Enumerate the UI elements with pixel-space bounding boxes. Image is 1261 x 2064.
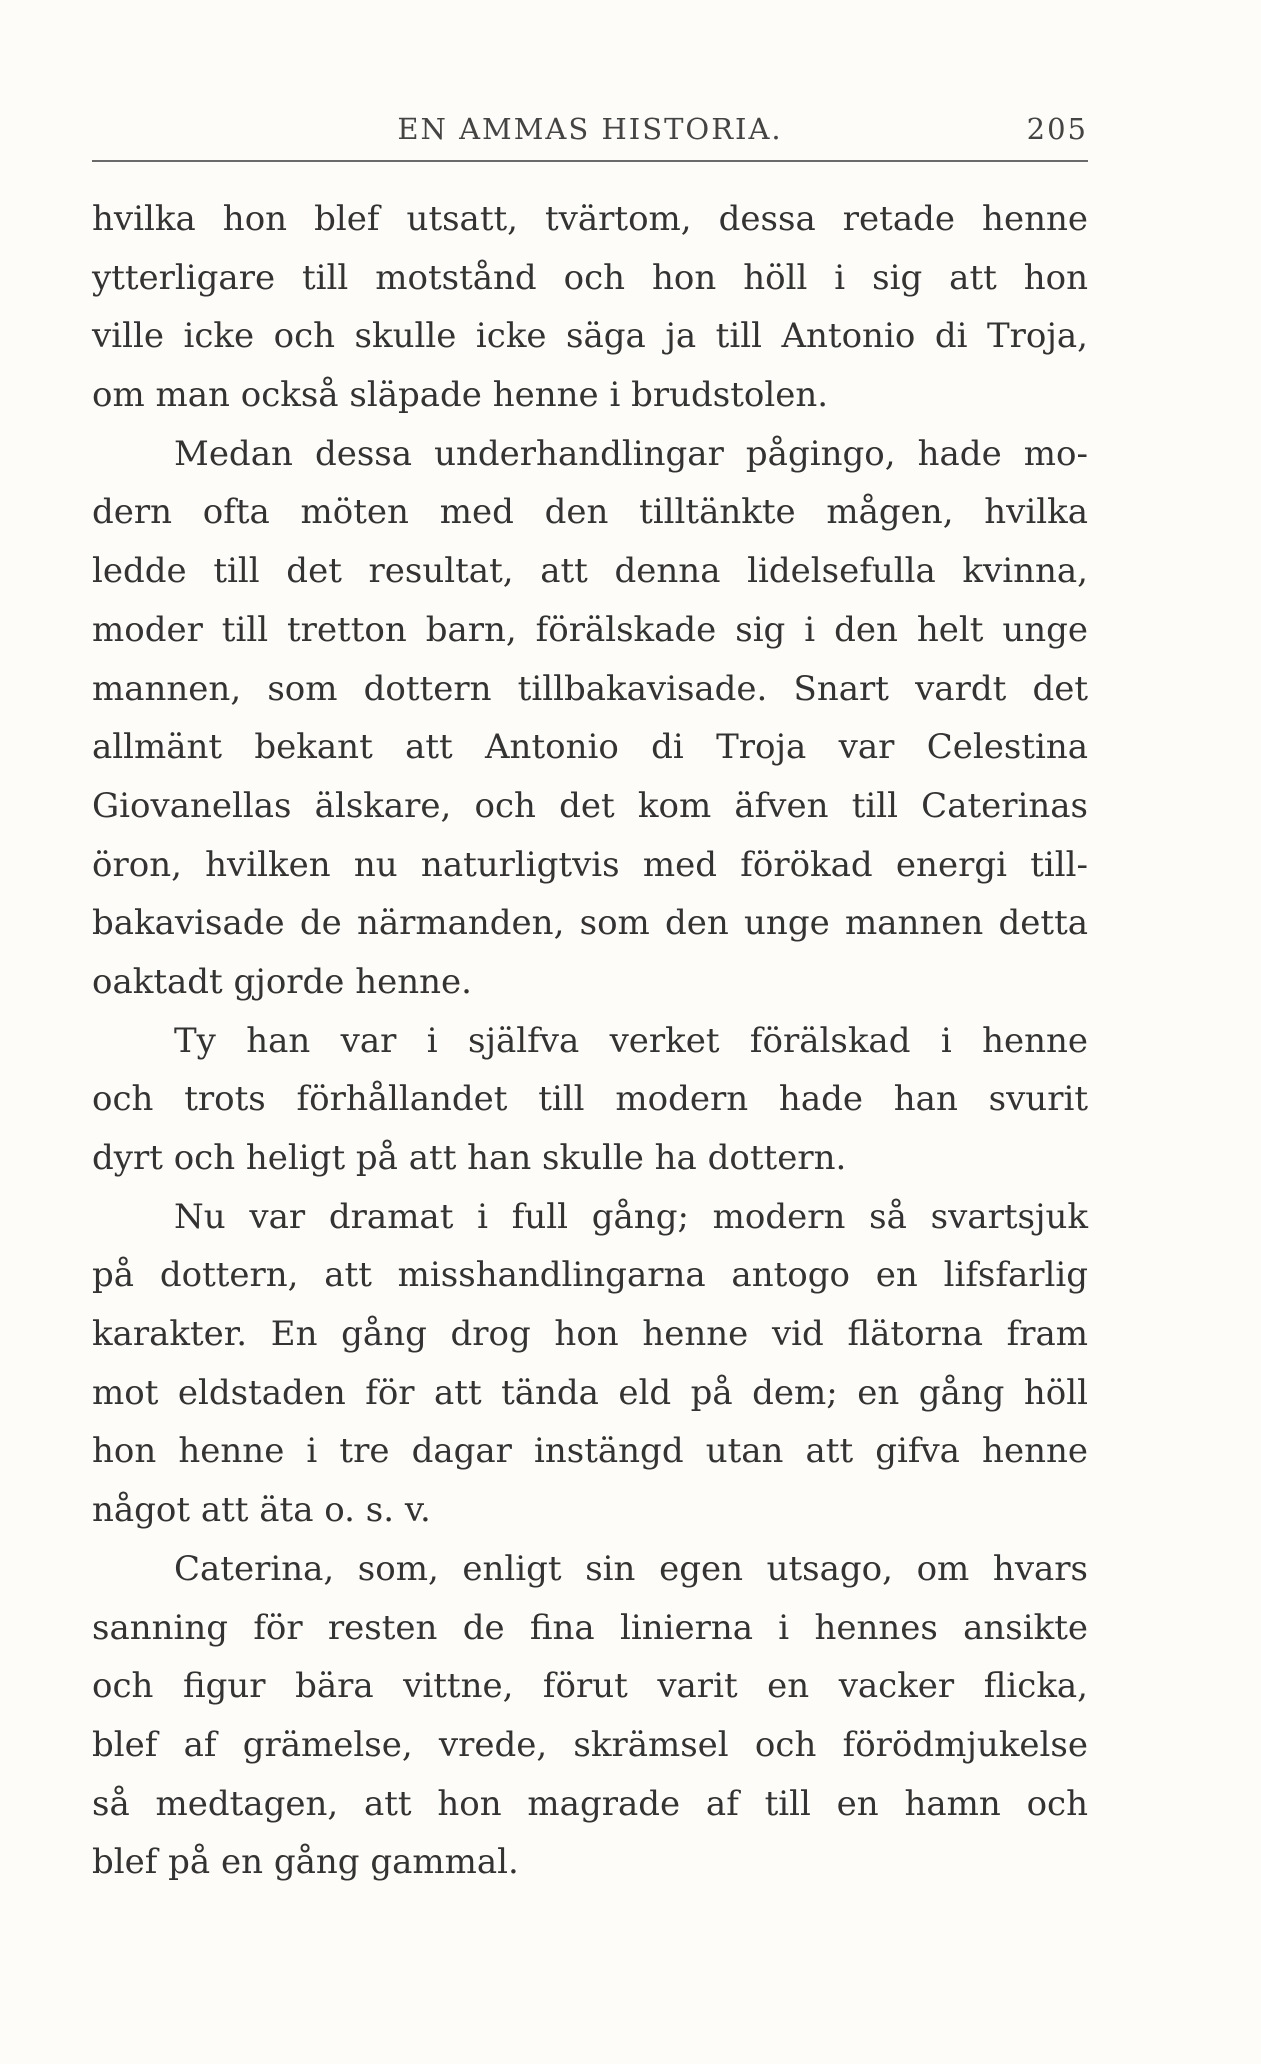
body-text xyxy=(92,190,1088,1892)
text-line: mannen, som dottern tillbakavisade. Snart vardt det xyxy=(92,668,1088,709)
text-line: Medan dessa underhandlingar pågingo, hade mo- xyxy=(174,433,1088,474)
text-line: moder till tretton barn, förälskade sig i den helt unge xyxy=(92,609,1088,650)
text-line: bakavisade de närmanden, som den unge mannen detta xyxy=(92,903,1088,944)
text-line: och figur bära vittne, förut varit en vacker flicka, xyxy=(92,1666,1088,1707)
page-number: 205 xyxy=(1026,112,1088,146)
text-line: på dottern, att misshandlingarna antogo en lifsfarlig xyxy=(92,1255,1088,1296)
text-line: ytterligare till motstånd och hon höll i sig att hon xyxy=(92,257,1088,298)
text-line: öron, hvilken nu naturligtvis med förökad energi till- xyxy=(92,844,1088,885)
text-line: Ty han var i själfva verket förälskad i henne xyxy=(174,1020,1088,1061)
text-line: Nu var dramat i full gång; modern så svartsjuk xyxy=(174,1196,1088,1237)
text-line: karakter. En gång drog hon henne vid flätorna fram xyxy=(92,1314,1088,1355)
text-line: ville icke och skulle icke säga ja till Antonio di Troja, xyxy=(92,316,1088,357)
text-line: dyrt och heligt på att han skulle ha dottern. xyxy=(92,1138,847,1178)
text-line: oaktadt gjorde henne. xyxy=(92,961,472,1002)
text-line: sanning för resten de fina linierna i hennes ansikte xyxy=(92,1607,1088,1648)
header-rule xyxy=(92,160,1088,162)
text-line: dern ofta möten med den tilltänkte mågen, hvilka xyxy=(92,492,1088,533)
text-line: blef på en gång gammal. xyxy=(92,1842,519,1883)
text-line: blef af grämelse, vrede, skrämsel och förödmjukelse xyxy=(92,1724,1088,1765)
text-line: Caterina, som, enligt sin egen utsago, om hvars xyxy=(174,1548,1088,1589)
text-line: allmänt bekant att Antonio di Troja var Celestina xyxy=(92,727,1088,768)
text-line: Giovanellas älskare, och det kom äfven till Caterinas xyxy=(92,785,1088,826)
text-line: om man också släpade henne i brudstolen. xyxy=(92,375,829,416)
running-title: EN AMMAS HISTORIA. xyxy=(397,112,783,146)
text-line: ledde till det resultat, att denna lidelsefulla kvinna, xyxy=(92,551,1088,592)
text-line: och trots förhållandet till modern hade han svurit xyxy=(92,1079,1088,1120)
page-header xyxy=(92,112,1088,156)
text-line: så medtagen, att hon magrade af till en hamn och xyxy=(92,1783,1088,1824)
text-line: något att äta o. s. v. xyxy=(92,1490,431,1531)
text-line: hvilka hon blef utsatt, tvärtom, dessa retade henne xyxy=(92,199,1088,239)
text-line: hon henne i tre dagar instängd utan att gifva henne xyxy=(92,1431,1088,1472)
text-line: mot eldstaden för att tända eld på dem; en gång höll xyxy=(92,1372,1088,1413)
